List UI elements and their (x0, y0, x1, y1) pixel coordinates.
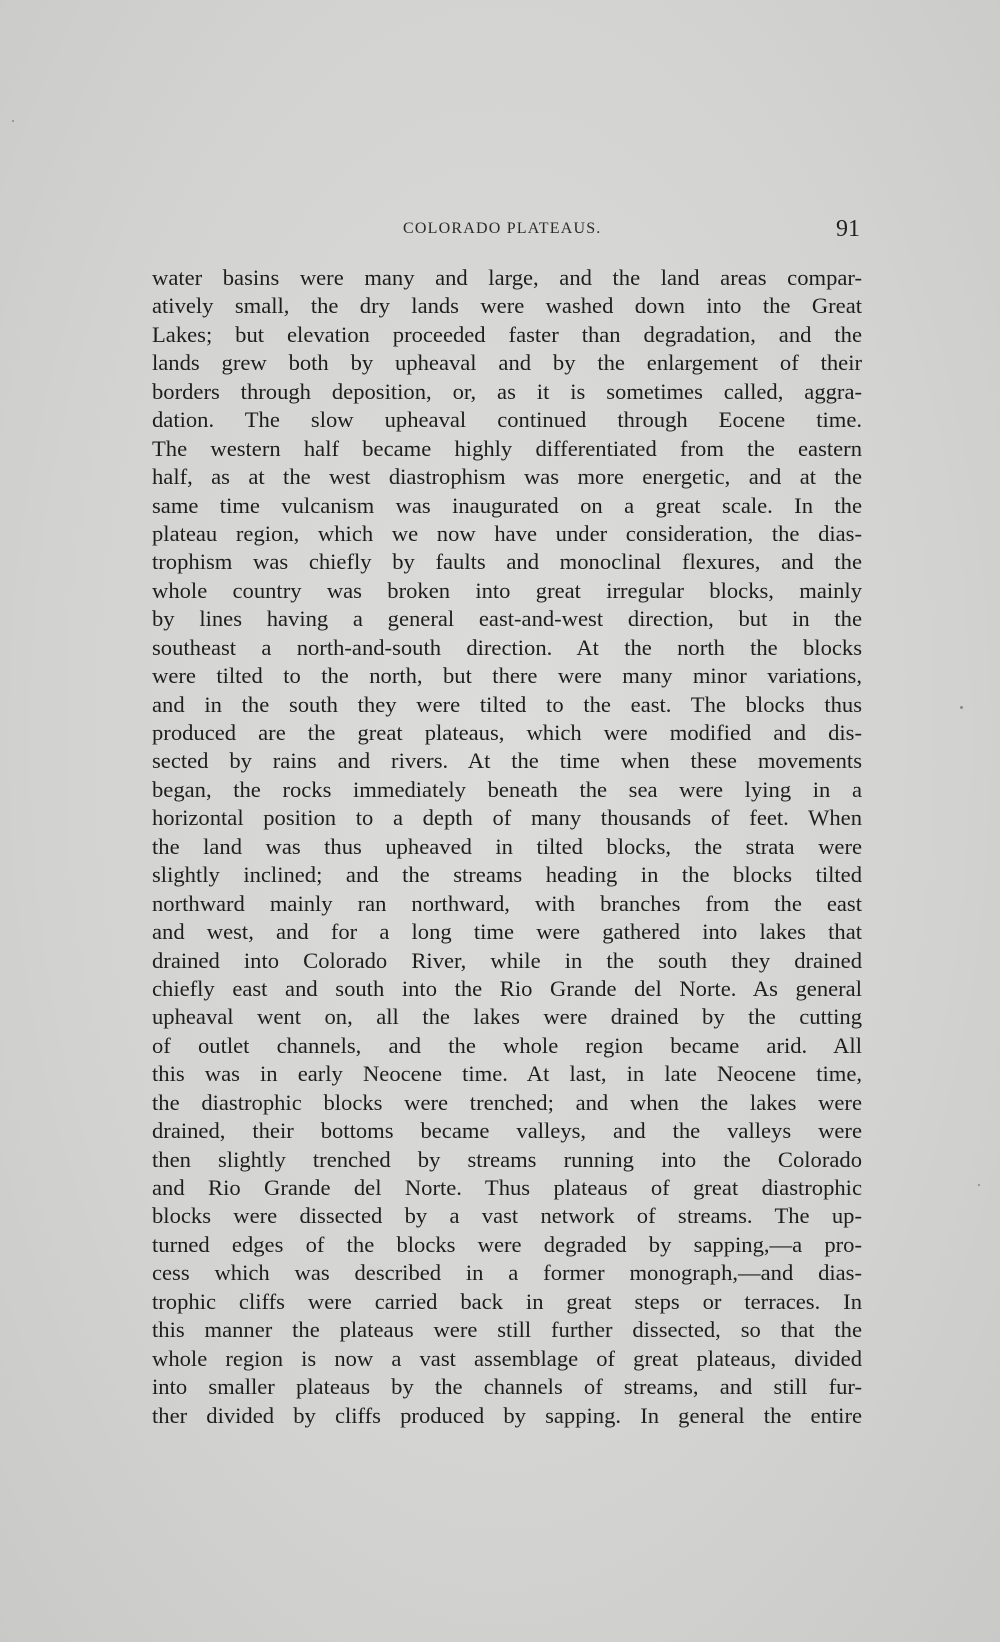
running-head: COLORADO PLATEAUS. (403, 220, 602, 237)
text-line: borders through deposition, or, as it is sometimes called, aggra- (152, 378, 862, 404)
text-line: turned edges of the blocks were degraded by sapping,—a pro- (152, 1231, 862, 1257)
text-line: ther divided by cliffs produced by sapping. In general the entire (152, 1402, 862, 1428)
text-line: were tilted to the north, but there were many minor variations, (152, 663, 862, 689)
text-line: whole region is now a vast assemblage of great plateaus, divided (152, 1345, 862, 1371)
text-line: half, as at the west diastrophism was more energetic, and at the (152, 464, 862, 490)
text-line: began, the rocks immediately beneath the sea were lying in a (152, 776, 862, 802)
text-line: then slightly trenched by streams running into the Colorado (152, 1146, 862, 1172)
text-line: produced are the great plateaus, which were modified and dis- (152, 720, 862, 745)
text-line: and in the south they were tilted to the east. The blocks thus (152, 691, 862, 717)
text-line: Lakes; but elevation proceeded faster than degradation, and the (152, 321, 862, 347)
text-line: drained, their bottoms became valleys, and the valleys were (152, 1118, 862, 1144)
paper-speck (978, 1184, 980, 1186)
text-line: same time vulcanism was inaugurated on a great scale. In the (152, 492, 862, 518)
text-line: the land was thus upheaved in tilted blocks, the strata were (152, 833, 862, 859)
text-line: southeast a north-and-south direction. At the north the blocks (152, 634, 862, 660)
text-line: whole country was broken into great irregular blocks, mainly (152, 577, 862, 603)
text-line: atively small, the dry lands were washed down into the Great (152, 293, 862, 319)
text-line: trophic cliffs were carried back in great steps or terraces. In (152, 1288, 862, 1314)
text-line: chiefly east and south into the Rio Grande del Norte. As general (152, 975, 862, 1001)
text-line: cess which was described in a former monograph,—and dias- (152, 1260, 862, 1286)
text-line: of outlet channels, and the whole region became arid. All (152, 1032, 862, 1058)
text-line: blocks were dissected by a vast network of streams. The up- (152, 1203, 862, 1229)
text-line: dation. The slow upheaval continued through Eocene time. (152, 407, 862, 433)
paper-speck (12, 120, 14, 122)
page-header (148, 216, 860, 246)
text-line: water basins were many and large, and the land areas compar- (152, 265, 862, 290)
text-line: The western half became highly differentiated from the eastern (152, 435, 862, 461)
text-line: northward mainly ran northward, with branches from the east (152, 890, 862, 916)
page-number: 91 (836, 216, 860, 242)
text-line: upheaval went on, all the lakes were drained by the cutting (152, 1004, 862, 1030)
text-line: lands grew both by upheaval and by the enlargement of their (152, 350, 862, 376)
text-line: and Rio Grande del Norte. Thus plateaus of great diastrophic (152, 1175, 862, 1200)
text-line: into smaller plateaus by the channels of streams, and still fur- (152, 1374, 862, 1400)
text-line: sected by rains and rivers. At the time when these movements (152, 748, 862, 774)
text-line: this was in early Neocene time. At last, in late Neocene time, (152, 1061, 862, 1087)
text-line: by lines having a general east-and-west direction, but in the (152, 606, 862, 632)
text-line: this manner the plateaus were still further dissected, so that the (152, 1317, 862, 1343)
text-line: the diastrophic blocks were trenched; and when the lakes were (152, 1089, 862, 1115)
text-line: and west, and for a long time were gathered into lakes that (152, 919, 862, 945)
text-line: horizontal position to a depth of many thousands of feet. When (152, 805, 862, 831)
text-line: drained into Colorado River, while in the south they drained (152, 947, 862, 973)
paper-speck (960, 706, 963, 709)
text-line: slightly inclined; and the streams heading in the blocks tilted (152, 862, 862, 888)
text-line: plateau region, which we now have under consideration, the dias- (152, 520, 862, 546)
body-text (152, 264, 862, 1430)
text-line: trophism was chiefly by faults and monoclinal flexures, and the (152, 549, 862, 575)
